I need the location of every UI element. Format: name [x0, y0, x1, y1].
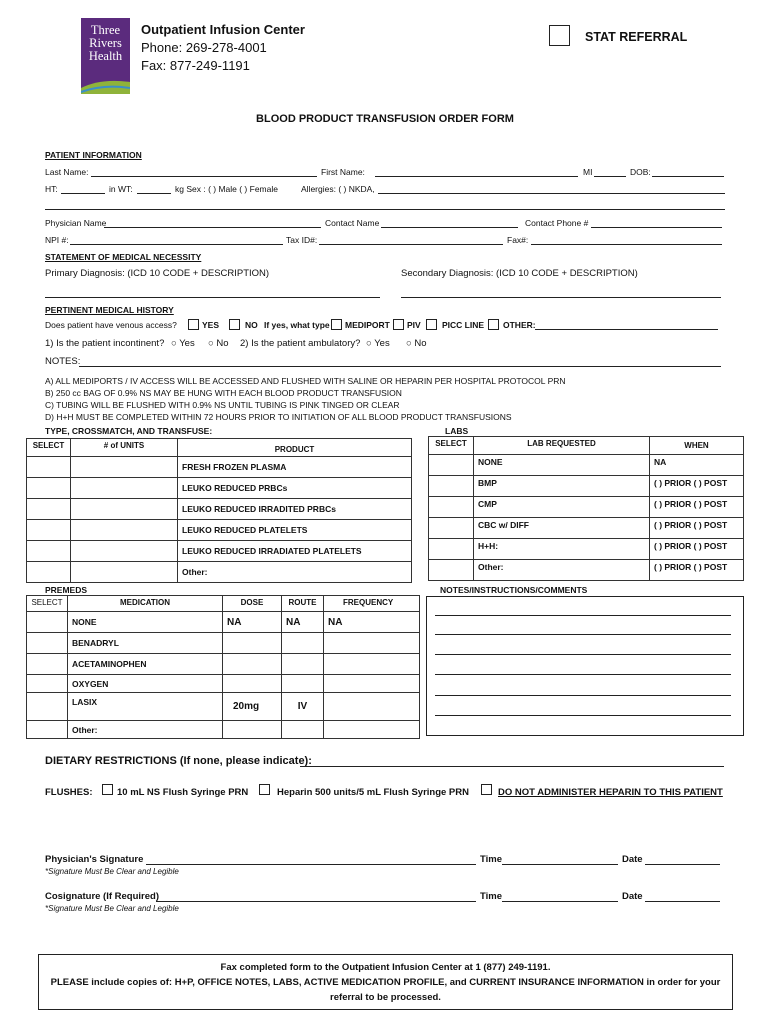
col-medication: MEDICATION: [68, 596, 223, 612]
medication-cell: Other:: [68, 721, 223, 739]
route-cell[interactable]: IV: [282, 693, 324, 721]
allergies-field[interactable]: [378, 193, 725, 194]
select-cell[interactable]: [27, 478, 71, 499]
tax-id-label: Tax ID#:: [286, 235, 318, 245]
physician-signature-field[interactable]: [146, 864, 476, 865]
incontinent-no-label: No: [216, 338, 229, 349]
frequency-cell[interactable]: [324, 654, 420, 675]
dob-label: DOB:: [630, 167, 651, 177]
time-field[interactable]: [502, 864, 618, 865]
date-field[interactable]: [645, 864, 720, 865]
mediport-label: MEDIPORT: [345, 320, 390, 330]
dose-cell[interactable]: [223, 633, 282, 654]
table-row: [429, 539, 744, 560]
physician-name-label: Physician Name: [45, 218, 107, 228]
select-cell[interactable]: [429, 560, 474, 581]
when-cell[interactable]: ( ) PRIOR ( ) POST: [650, 539, 744, 560]
select-cell[interactable]: [429, 518, 474, 539]
labs-table: [428, 436, 744, 581]
history-title: PERTINENT MEDICAL HISTORY: [45, 305, 174, 315]
cosign-time-field[interactable]: [502, 901, 618, 902]
tax-id-field[interactable]: [319, 244, 503, 245]
protocol-item-b: B) 250 cc BAG OF 0.9% NS MAY BE HUNG WITH EACH BLOOD PRODUCT TRANSFUSION: [45, 388, 402, 398]
dose-cell[interactable]: 20mg: [223, 693, 282, 721]
frequency-cell: NA: [324, 612, 420, 633]
footer-line-3: referral to be processed.: [330, 992, 441, 1003]
frequency-cell[interactable]: [324, 721, 420, 739]
select-cell[interactable]: [27, 612, 68, 633]
sex-label: kg Sex : ( ) Male ( ) Female: [175, 184, 278, 194]
wt-field[interactable]: [137, 193, 171, 194]
flushes-label: FLUSHES:: [45, 787, 93, 798]
logo-swoosh-icon: [81, 74, 130, 94]
last-name-field[interactable]: [91, 176, 317, 177]
dose-cell: NA: [223, 612, 282, 633]
select-cell[interactable]: [27, 499, 71, 520]
other-access-checkbox[interactable]: [488, 319, 499, 330]
dose-cell[interactable]: [223, 654, 282, 675]
table-row: [429, 455, 744, 476]
col-select: SELECT: [429, 437, 474, 455]
select-cell[interactable]: [27, 654, 68, 675]
piv-checkbox[interactable]: [393, 319, 404, 330]
allergies-field-continued[interactable]: [45, 209, 725, 210]
table-row: [429, 560, 744, 581]
picc-line-label: PICC LINE: [442, 320, 485, 330]
ambulatory-yes-label: Yes: [374, 338, 390, 349]
col-units: # of UNITS: [71, 439, 178, 457]
signature-note: *Signature Must Be Clear and Legible: [45, 867, 179, 876]
product-cell: FRESH FROZEN PLASMA: [178, 457, 412, 478]
npi-label: NPI #:: [45, 235, 69, 245]
dietary-label: DIETARY RESTRICTIONS (If none, please indicate):: [45, 755, 312, 767]
table-row: [27, 562, 412, 583]
ambulatory-question: 2) Is the patient ambulatory?: [240, 338, 361, 349]
allergies-label: Allergies: ( ) NKDA,: [301, 184, 375, 194]
select-cell[interactable]: [429, 497, 474, 518]
stat-referral-label: STAT REFERRAL: [585, 30, 688, 44]
lab-cell: NONE: [474, 455, 650, 476]
labs-title: LABS: [445, 426, 469, 436]
lab-cell: BMP: [474, 476, 650, 497]
flush-ns-checkbox[interactable]: [102, 784, 113, 795]
col-frequency: FREQUENCY: [324, 596, 420, 612]
flush-heparin-label: Heparin 500 units/5 mL Flush Syringe PRN: [277, 787, 469, 798]
dose-cell[interactable]: [223, 675, 282, 693]
ambulatory-no-radio[interactable]: ○ No: [406, 338, 427, 349]
venous-yes-checkbox[interactable]: [188, 319, 199, 330]
select-cell[interactable]: [429, 476, 474, 497]
table-row: [429, 518, 744, 539]
npi-field[interactable]: [70, 244, 283, 245]
when-cell: NA: [650, 455, 744, 476]
lab-cell: CBC w/ DIFF: [474, 518, 650, 539]
medication-cell: NONE: [68, 612, 223, 633]
table-row: [27, 541, 412, 562]
cosign-date-label: Date: [622, 891, 643, 902]
product-cell: LEUKO REDUCED IRRADIATED PLATELETS: [178, 541, 412, 562]
when-cell[interactable]: ( ) PRIOR ( ) POST: [650, 560, 744, 581]
frequency-cell[interactable]: [324, 693, 420, 721]
last-name-label: Last Name:: [45, 167, 89, 177]
stat-referral-checkbox[interactable]: [549, 25, 570, 46]
col-when: WHEN: [650, 437, 744, 455]
product-cell: LEUKO REDUCED IRRADITED PRBCs: [178, 499, 412, 520]
venous-no-label: NO: [245, 320, 258, 330]
select-cell[interactable]: [27, 541, 71, 562]
lab-cell: Other:: [474, 560, 650, 581]
select-cell[interactable]: [27, 457, 71, 478]
units-cell[interactable]: [71, 520, 178, 541]
ambulatory-yes-radio[interactable]: ○ Yes: [366, 338, 390, 349]
venous-access-question: Does patient have venous access?: [45, 320, 177, 330]
route-cell[interactable]: [282, 633, 324, 654]
footer-line-1: Fax completed form to the Outpatient Infusion Center at 1 (877) 249-1191.: [220, 962, 551, 973]
protocol-item-d: D) H+H MUST BE COMPLETED WITHIN 72 HOURS PRIOR TO INITIATION OF ALL BLOOD PRODUCT TRANSFUSIONS: [45, 412, 512, 422]
units-cell[interactable]: [71, 499, 178, 520]
col-select: SELECT: [27, 439, 71, 457]
table-row: [429, 497, 744, 518]
notes-box-title: NOTES/INSTRUCTIONS/COMMENTS: [440, 585, 588, 595]
date-label: Date: [622, 854, 643, 865]
protocol-item-c: C) TUBING WILL BE FLUSHED WITH 0.9% NS UNTIL TUBING IS PINK TINGED OR CLEAR: [45, 400, 400, 410]
lab-cell: CMP: [474, 497, 650, 518]
three-rivers-health-logo: [81, 18, 130, 94]
select-cell[interactable]: [27, 721, 68, 739]
col-product: PRODUCT: [178, 439, 412, 457]
premeds-table: [26, 595, 420, 739]
mi-field[interactable]: [594, 176, 626, 177]
ht-field[interactable]: [61, 193, 105, 194]
notes-box[interactable]: [426, 596, 744, 736]
when-cell[interactable]: ( ) PRIOR ( ) POST: [650, 497, 744, 518]
center-phone: Phone: 269-278-4001: [141, 40, 267, 55]
medication-cell: LASIX: [68, 693, 223, 721]
select-cell[interactable]: [27, 562, 71, 583]
no-heparin-label: DO NOT ADMINISTER HEPARIN TO THIS PATIENT: [498, 787, 723, 798]
incontinent-yes-radio[interactable]: ○ Yes: [171, 338, 195, 349]
wt-label: in WT:: [109, 184, 133, 194]
table-row: [27, 520, 412, 541]
col-route: ROUTE: [282, 596, 324, 612]
table-row: [27, 721, 420, 739]
medication-cell: BENADRYL: [68, 633, 223, 654]
product-cell: Other:: [178, 562, 412, 583]
units-cell[interactable]: [71, 562, 178, 583]
footer-line-2: PLEASE include copies of: H+P, OFFICE NOTES, LABS, ACTIVE MEDICATION PROFILE, and CURRENT INSURANCE INFORMATION in order for your: [50, 977, 721, 988]
select-cell[interactable]: [27, 693, 68, 721]
patient-info-title: PATIENT INFORMATION: [45, 150, 142, 160]
route-cell[interactable]: [282, 654, 324, 675]
incontinent-no-radio[interactable]: ○ No: [208, 338, 229, 349]
fax-number-label: Fax#:: [507, 235, 529, 245]
route-cell[interactable]: [282, 721, 324, 739]
venous-yes-label: YES: [202, 320, 220, 330]
contact-name-label: Contact Name: [325, 218, 380, 228]
protocol-item-a: A) ALL MEDIPORTS / IV ACCESS WILL BE ACCESSED AND FLUSHED WITH SALINE OR HEPARIN PER HOSPITAL PROTOCOL PRN: [45, 376, 566, 386]
table-row: [27, 654, 420, 675]
medication-cell: OXYGEN: [68, 675, 223, 693]
col-select: SELECT: [27, 596, 68, 612]
notes-label: NOTES:: [45, 356, 81, 367]
contact-phone-label: Contact Phone #: [525, 218, 589, 228]
cosignature-label: Cosignature (If Required): [45, 891, 160, 902]
table-row: [27, 478, 412, 499]
mi-label: MI: [583, 167, 593, 177]
table-row: [27, 633, 420, 654]
table-row: [27, 612, 420, 633]
ambulatory-no-label: No: [414, 338, 427, 349]
product-cell: LEUKO REDUCED PLATELETS: [178, 520, 412, 541]
cosign-date-field[interactable]: [645, 901, 720, 902]
cosign-time-label: Time: [480, 891, 503, 902]
cosignature-note: *Signature Must Be Clear and Legible: [45, 904, 179, 913]
time-label: Time: [480, 854, 503, 865]
ht-label: HT:: [45, 184, 58, 194]
medication-cell: ACETAMINOPHEN: [68, 654, 223, 675]
secondary-diagnosis-field[interactable]: [401, 297, 721, 298]
piv-label: PIV: [407, 320, 421, 330]
picc-line-checkbox[interactable]: [426, 319, 437, 330]
units-cell[interactable]: [71, 541, 178, 562]
center-fax: Fax: 877-249-1191: [141, 58, 250, 73]
protocol-list: [45, 375, 566, 423]
logo-text: Three Rivers Health: [88, 23, 123, 63]
col-lab-requested: LAB REQUESTED: [474, 437, 650, 455]
select-cell[interactable]: [429, 455, 474, 476]
units-cell[interactable]: [71, 457, 178, 478]
when-cell[interactable]: ( ) PRIOR ( ) POST: [650, 518, 744, 539]
mediport-checkbox[interactable]: [331, 319, 342, 330]
select-cell[interactable]: [429, 539, 474, 560]
flush-ns-label: 10 mL NS Flush Syringe PRN: [117, 787, 249, 798]
secondary-diagnosis-label: Secondary Diagnosis: (ICD 10 CODE + DESCRIPTION): [401, 268, 638, 279]
transfuse-table: [26, 438, 412, 583]
first-name-label: First Name:: [321, 167, 365, 177]
table-row: [27, 675, 420, 693]
dose-cell[interactable]: [223, 721, 282, 739]
table-row: [27, 693, 420, 721]
transfuse-title: TYPE, CROSSMATCH, AND TRANSFUSE:: [45, 426, 213, 436]
if-yes-label: If yes, what type: [264, 320, 330, 330]
contact-name-field[interactable]: [381, 227, 518, 228]
flush-heparin-checkbox[interactable]: [259, 784, 270, 795]
table-row: [27, 499, 412, 520]
dob-field[interactable]: [652, 176, 724, 177]
incontinent-yes-label: Yes: [179, 338, 195, 349]
frequency-cell[interactable]: [324, 633, 420, 654]
center-name: Outpatient Infusion Center: [141, 22, 305, 37]
frequency-cell[interactable]: [324, 675, 420, 693]
table-row: [27, 457, 412, 478]
primary-diagnosis-field[interactable]: [45, 297, 380, 298]
contact-phone-field[interactable]: [591, 227, 722, 228]
first-name-field[interactable]: [375, 176, 578, 177]
necessity-title: STATEMENT OF MEDICAL NECESSITY: [45, 252, 202, 262]
route-cell: NA: [282, 612, 324, 633]
premeds-title: PREMEDS: [45, 585, 88, 595]
select-cell[interactable]: [27, 633, 68, 654]
units-cell[interactable]: [71, 478, 178, 499]
form-title: BLOOD PRODUCT TRANSFUSION ORDER FORM: [256, 113, 514, 125]
lab-cell: H+H:: [474, 539, 650, 560]
physician-name-field[interactable]: [104, 227, 321, 228]
product-cell: LEUKO REDUCED PRBCs: [178, 478, 412, 499]
notes-field[interactable]: [79, 366, 721, 367]
other-access-field[interactable]: [535, 329, 718, 330]
col-dose: DOSE: [223, 596, 282, 612]
other-access-label: OTHER:: [503, 320, 536, 330]
dietary-field[interactable]: [300, 766, 724, 767]
route-cell[interactable]: [282, 675, 324, 693]
cosignature-field[interactable]: [156, 901, 476, 902]
table-row: [429, 476, 744, 497]
select-cell[interactable]: [27, 675, 68, 693]
select-cell[interactable]: [27, 520, 71, 541]
primary-diagnosis-label: Primary Diagnosis: (ICD 10 CODE + DESCRIPTION): [45, 268, 270, 279]
no-heparin-checkbox[interactable]: [481, 784, 492, 795]
incontinent-question: 1) Is the patient incontinent?: [45, 338, 165, 349]
when-cell[interactable]: ( ) PRIOR ( ) POST: [650, 476, 744, 497]
fax-number-field[interactable]: [531, 244, 722, 245]
venous-no-checkbox[interactable]: [229, 319, 240, 330]
footer-instructions: [38, 954, 733, 1010]
physician-signature-label: Physician's Signature: [45, 854, 144, 865]
